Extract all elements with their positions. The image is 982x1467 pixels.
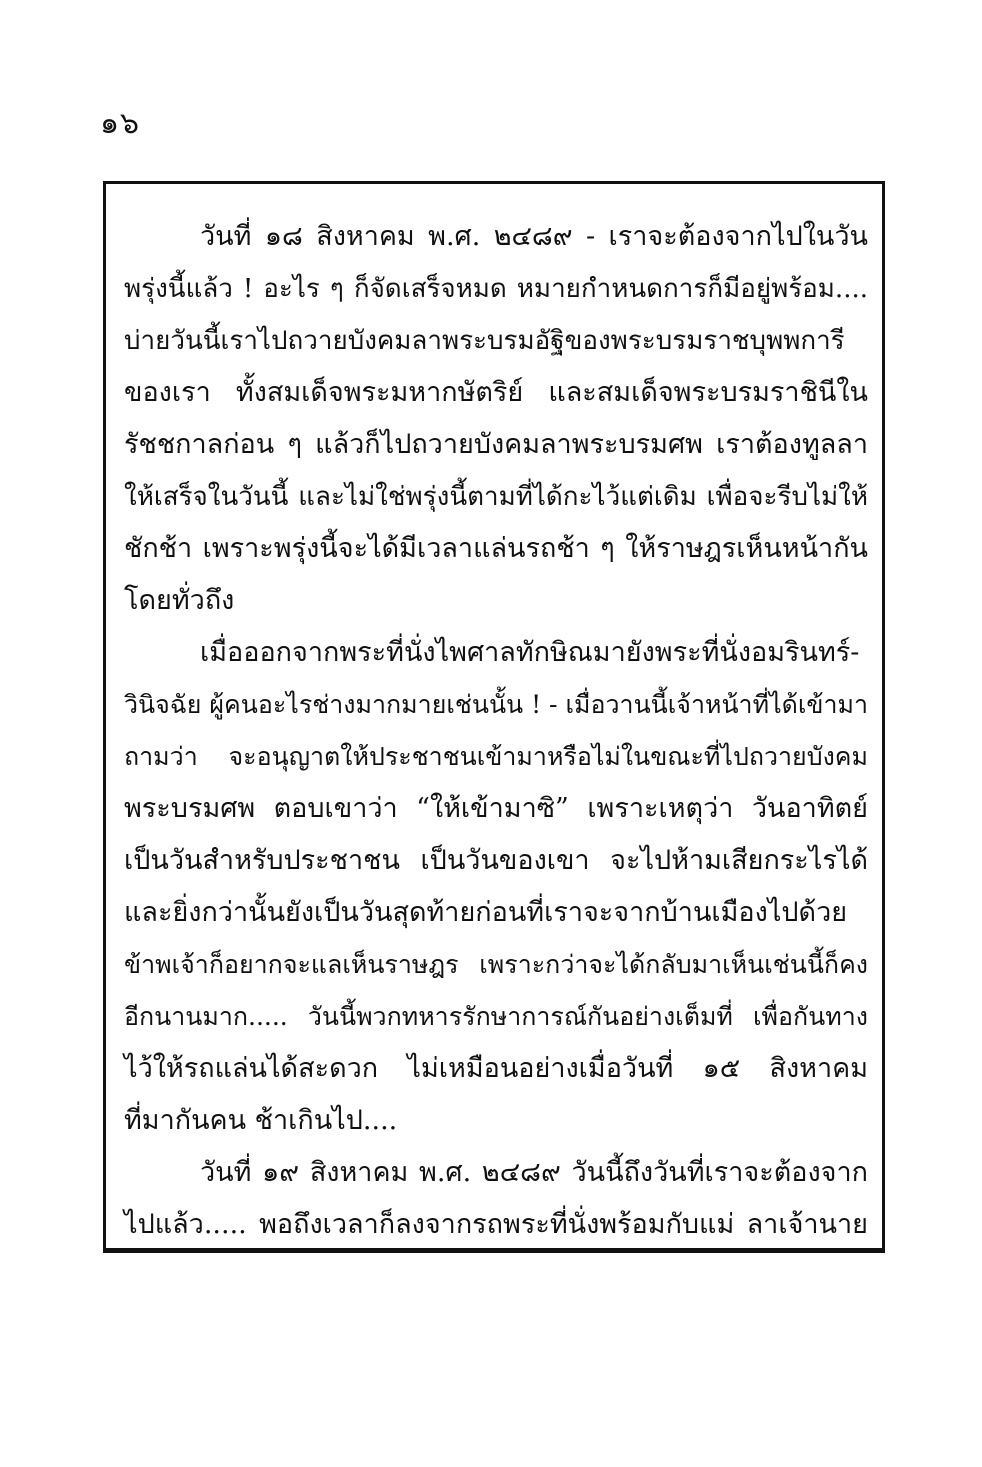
- text-line: ที่มากันคน ช้าเกินไป....: [124, 1105, 398, 1136]
- text-line: ไว้ให้รถแล่นได้สะดวก ไม่เหมือนอย่างเมื่อวันที่ ๑๕ สิงหาคม: [124, 1053, 868, 1084]
- text-line: ไปแล้ว..... พอถึงเวลาก็ลงจากรถพระที่นั่งพร้อมกับแม่ ลาเจ้านาย: [124, 1209, 868, 1240]
- text-line: ข้าพเจ้าก็อยากจะแลเห็นราษฎร เพราะกว่าจะได้กลับมาเห็นเช่นนี้ก็คง: [124, 950, 868, 979]
- text-line: อีกนานมาก..... วันนี้พวกทหารรักษาการณ์กันอย่างเต็มที่ เพื่อกันทาง: [124, 1002, 868, 1031]
- text-line: ของเรา ทั้งสมเด็จพระมหากษัตริย์ และสมเด็จพระบรมราชินีใน: [124, 377, 868, 408]
- text-line: ถามว่า จะอนุญาตให้ประชาชนเข้ามาหรือไม่ในขณะที่ไปถวายบังคม: [124, 742, 868, 771]
- text-line: พระบรมศพ ตอบเขาว่า “ให้เข้ามาซิ” เพราะเหตุว่า วันอาทิตย์: [124, 793, 868, 824]
- text-line: พรุ่งนี้แล้ว ! อะไร ๆ ก็จัดเสร็จหมด หมายกำหนดการก็มีอยู่พร้อม....: [124, 274, 868, 304]
- page-number: ๑๖: [100, 106, 141, 141]
- text-line: รัชชกาลก่อน ๆ แล้วก็ไปถวายบังคมลาพระบรมศพ เราต้องทูลลา: [124, 429, 868, 460]
- text-line: เมื่อออกจากพระที่นั่งไพศาลทักษิณมายังพระที่นั่งอมรินทร์-: [200, 637, 860, 668]
- text-line: วันที่ ๑๙ สิงหาคม พ.ศ. ๒๔๘๙ วันนี้ถึงวันที่เราจะต้องจาก: [200, 1157, 868, 1188]
- text-line: และยิ่งกว่านั้นยังเป็นวันสุดท้ายก่อนที่เราจะจากบ้านเมืองไปด้วย: [124, 897, 848, 928]
- text-line: ชักช้า เพราะพรุ่งนี้จะได้มีเวลาแล่นรถช้า ๆ ให้ราษฎรเห็นหน้ากัน: [124, 533, 868, 564]
- text-line: วันที่ ๑๘ สิงหาคม พ.ศ. ๒๔๘๙ - เราจะต้องจากไปในวัน: [200, 221, 868, 252]
- text-line: บ่ายวันนี้เราไปถวายบังคมลาพระบรมอัฐิของพระบรมราชบุพพการี: [124, 326, 845, 356]
- text-line: โดยทั่วถึง: [124, 585, 235, 616]
- text-line: วินิจฉัย ผู้คนอะไรช่างมากมายเช่นนั้น ! - เมื่อวานนี้เจ้าหน้าที่ได้เข้ามา: [124, 690, 869, 719]
- text-line: ให้เสร็จในวันนี้ และไม่ใช่พรุ่งนี้ตามที่ได้กะไว้แต่เดิม เพื่อจะรีบไม่ให้: [124, 482, 868, 512]
- text-line: เป็นวันสำหรับประชาชน เป็นวันของเขา จะไปห้ามเสียกระไรได้: [124, 845, 868, 876]
